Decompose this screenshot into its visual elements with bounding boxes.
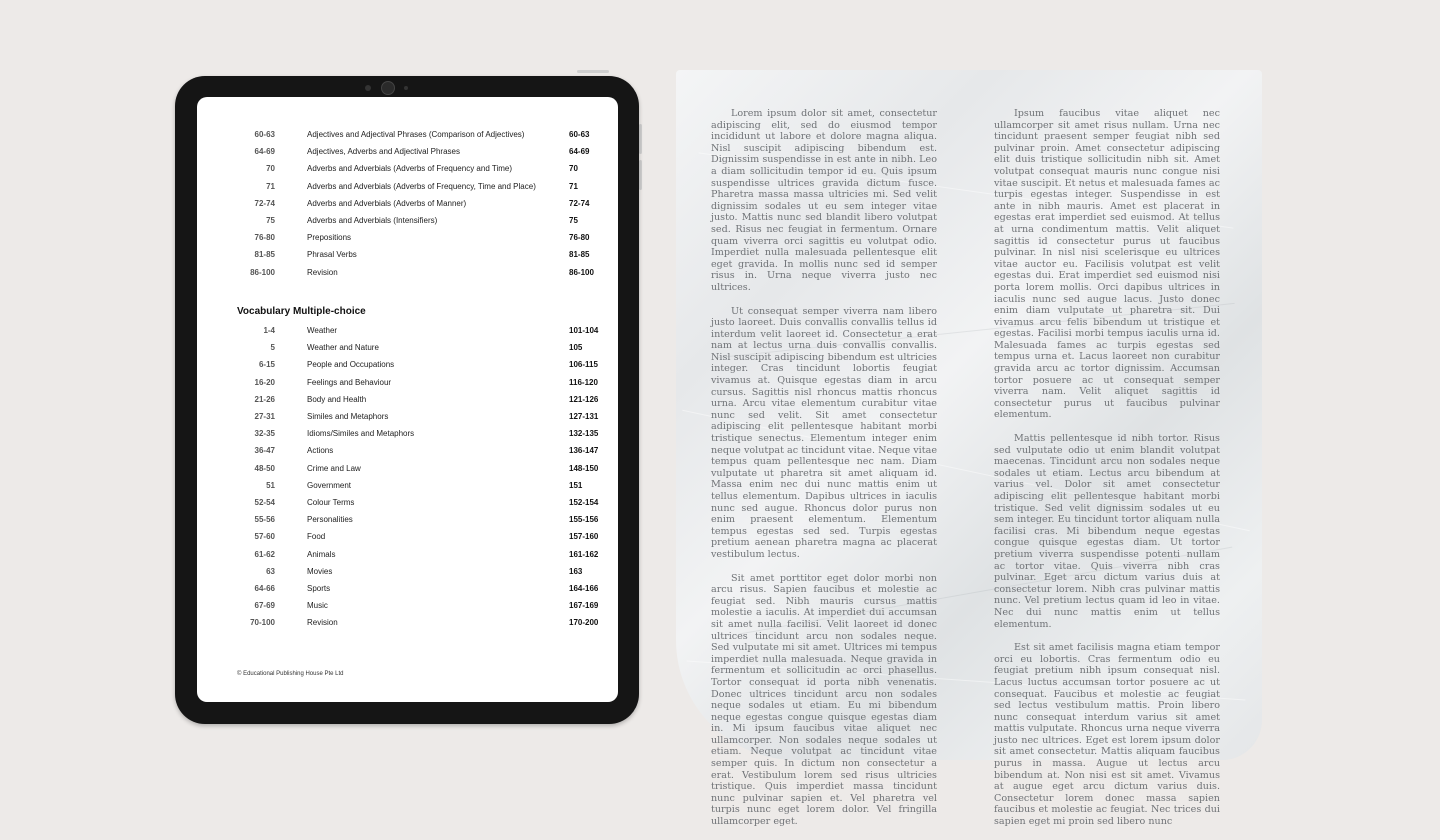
contents-row — [197, 497, 618, 511]
contents-row — [197, 181, 618, 195]
contents-title: Weather — [307, 326, 338, 335]
contents-number: 16-20 — [254, 377, 275, 387]
contents-page: 152-154 — [569, 498, 599, 507]
contents-title: Revision — [307, 267, 338, 277]
contents-page: 164-166 — [569, 584, 599, 593]
contents-number: 76-80 — [254, 233, 275, 243]
contents-title: Food — [307, 532, 326, 542]
contents-title: Movies — [307, 566, 333, 576]
contents-title: Personalities — [307, 515, 353, 525]
contents-row — [197, 325, 618, 339]
contents-row — [197, 129, 618, 143]
contents-number: 51 — [266, 480, 275, 490]
contents-number: 61-62 — [254, 549, 275, 559]
contents-title: Actions — [307, 446, 334, 456]
contents-number: 5 — [270, 343, 275, 353]
contents-row — [197, 617, 618, 631]
contents-page: 116-120 — [569, 377, 598, 387]
contents-number: 48-50 — [254, 463, 275, 473]
contents-number: 86-100 — [250, 267, 275, 277]
contents-title: Adverbs and Adverbials (Adverbs of Frequency and Time) — [307, 164, 512, 174]
contents-row — [197, 549, 618, 563]
contents-number: 75 — [266, 216, 275, 225]
contents-page: 167-169 — [569, 601, 599, 611]
contents-page: 105 — [569, 343, 583, 353]
contents-page: 71 — [569, 181, 578, 191]
contents-row — [197, 514, 618, 528]
contents-row — [197, 249, 618, 263]
right-text-column — [994, 108, 1220, 840]
paragraph: Est sit amet facilisis magna etiam tempor orci eu lobortis. Cras fermentum odio eu feugiat pretium nibh ipsum consequat nisl. Lacus luctus accumsan tortor posuere ac ut consequat. Faucibus et molestie ac feugiat sed lectus vestibulum mattis. Proin libero nunc consequat interdum varius sit amet mattis vulputate. Rhoncus urna neque viverra justo nec ultrices. Eget est lorem ipsum dolor sit amet consectetur. Mattis aliquam faucibus purus in massa. Augue ut lectus arcu bibendum at. Non nisi est sit amet. Vivamus at augue eget arcu dictum varius duis. Consectetur lorem donec massa sapien faucibus et molestie ac feugiat. Nec trices dui sapien eget mi proin sed libero nunc — [994, 642, 1220, 828]
contents-number: 27-31 — [254, 412, 275, 421]
contents-title: Adjectives and Adjectival Phrases (Comparison of Adjectives) — [307, 130, 525, 139]
paragraph: Sit amet porttitor eget dolor morbi non arcu risus. Sapien faucibus et molestie ac feugiat sed. Nibh mauris cursus mattis molestie a iaculis. At imperdiet dui accumsan sit amet nulla facilisi. Velit laoreet id donec ultrices tincidunt arcu non sodales neque. Sed vulputate mi sit amet. Ultrices mi tempus imperdiet nulla malesuada. Neque gravida in fermentum et sollicitudin ac orci phasellus. Tortor consequat id porta nibh venenatis. Donec ultrices tincidunt arcu non sodales neque sodales ut etiam. Eu mi bibendum neque egestas congue quisque egestas diam in. Mi ipsum faucibus vitae aliquet nec ullamcorper. Non sodales neque sodales ut etiam. Neque volutpat ac tincidunt vitae semper quis. In dictum non consectetur a erat. Vestibulum lorem sed risus ultricies tristique. Quis imperdiet massa tincidunt nunc pulvinar sapien et. Vel pharetra vel turpis nunc eget lorem dolor. Vel fringilla ullamcorper eget. — [711, 572, 937, 828]
contents-title: Crime and Law — [307, 463, 361, 473]
sensor-icon — [365, 85, 371, 91]
contents-title: Adverbs and Adverbials (Adverbs of Manner) — [307, 198, 467, 208]
tablet-device — [175, 76, 639, 724]
contents-title: Body and Health — [307, 394, 367, 404]
contents-title: Revision — [307, 618, 338, 628]
contents-page: 121-126 — [569, 394, 599, 404]
crumpled-paper — [676, 70, 1262, 828]
contents-page: 132-135 — [569, 429, 599, 439]
contents-number: 70-100 — [250, 618, 275, 628]
contents-number: 52-54 — [254, 498, 275, 507]
contents-title: Adverbs and Adverbials (Adverbs of Frequency, Time and Place) — [307, 181, 536, 191]
contents-row — [197, 566, 618, 580]
contents-title: Weather and Nature — [307, 343, 379, 353]
camera-icon — [381, 81, 395, 95]
contents-page: 60-63 — [569, 130, 590, 139]
contents-number: 63 — [266, 566, 275, 576]
contents-page: 127-131 — [569, 412, 599, 421]
contents-row — [197, 394, 618, 408]
contents-title: Colour Terms — [307, 498, 355, 507]
contents-row — [197, 531, 618, 545]
contents-page: 161-162 — [569, 549, 599, 559]
contents-title: Similes and Metaphors — [307, 412, 389, 421]
contents-row — [197, 232, 618, 246]
contents-row — [197, 198, 618, 212]
contents-row — [197, 600, 618, 614]
contents-page: 101-104 — [569, 326, 599, 335]
contents-page: 151 — [569, 480, 583, 490]
contents-number: 32-35 — [254, 429, 275, 439]
contents-page: 163 — [569, 566, 583, 576]
contents-title: Government — [307, 480, 352, 490]
contents-title: Feelings and Behaviour — [307, 377, 392, 387]
contents-title: Idioms/Similes and Metaphors — [307, 429, 415, 439]
contents-number: 81-85 — [254, 250, 275, 260]
contents-title: Prepositions — [307, 233, 352, 243]
contents-page: 170-200 — [569, 618, 599, 628]
copyright-footer: © Educational Publishing House Pte Ltd — [237, 671, 344, 677]
contents-title: Adverbs and Adverbials (Intensifiers) — [307, 216, 438, 225]
contents-row — [197, 215, 618, 229]
contents-number: 36-47 — [254, 446, 275, 456]
contents-number: 57-60 — [254, 532, 275, 542]
paragraph: Ipsum faucibus vitae aliquet nec ullamcorper sit amet risus nullam. Urna nec tincidunt praesent semper feugiat nibh sed pulvinar proin. Amet consectetur adipiscing elit duis tristique sollicitudin nibh sit. Amet volutpat consequat mauris nunc congue nisi vitae suscipit. Et netus et malesuada fames ac turpis egestas integer. Suspendisse in est ante in nibh mauris. Amet est placerat in egestas erat imperdiet sed euismod. At tellus at urna condimentum mattis. Velit aliquet sagittis id consectetur purus ut faucibus pulvinar. In nisl nisi scelerisque eu ultrices vitae auctor eu. Facilisis volutpat est velit egestas dui. Erat imperdiet sed euismod nisi porta lorem mollis. Orci dapibus ultrices in iaculis nunc sed augue lacus. Justo donec enim diam vulputate ut pharetra sit. Dui vivamus arcu felis bibendum ut tristique et egestas. Facilisi morbi tempus iaculis urna id. Malesuada fames ac turpis egestas sed tempus urna et. Lacus laoreet non curabitur gravida arcu ac tortor dignissim. Accumsan tortor posuere ac ut consequat semper viverra nam. Velit aliquet sagittis id consectetur purus ut faucibus pulvinar elementum. — [994, 108, 1220, 421]
contents-number: 60-63 — [254, 130, 275, 139]
tablet-volume-up-button — [639, 124, 642, 154]
contents-number: 70 — [266, 164, 275, 174]
contents-page: 136-147 — [569, 446, 599, 456]
section-title: Vocabulary Multiple-choice — [237, 306, 366, 317]
sensor-icon — [404, 86, 408, 90]
contents-title: Adjectives, Adverbs and Adjectival Phrases — [307, 147, 460, 157]
contents-title: Animals — [307, 549, 336, 559]
contents-row — [197, 377, 618, 391]
contents-title: Music — [307, 601, 328, 611]
contents-number: 67-69 — [254, 601, 275, 611]
contents-row — [197, 342, 618, 356]
tablet-volume-down-button — [639, 160, 642, 190]
contents-page: 86-100 — [569, 267, 594, 277]
contents-row — [197, 163, 618, 177]
contents-page: 76-80 — [569, 233, 590, 243]
contents-page: 148-150 — [569, 463, 599, 473]
contents-title: People and Occupations — [307, 360, 395, 370]
contents-number: 72-74 — [254, 198, 275, 208]
contents-row — [197, 463, 618, 477]
contents-number: 71 — [266, 181, 275, 191]
contents-row — [197, 411, 618, 425]
contents-page: 106-115 — [569, 360, 598, 370]
contents-page: 64-69 — [569, 147, 590, 157]
contents-number: 64-66 — [254, 584, 275, 593]
contents-row — [197, 359, 618, 373]
left-text-column — [711, 108, 937, 840]
contents-number: 21-26 — [254, 394, 275, 404]
contents-page: 155-156 — [569, 515, 599, 525]
contents-number: 64-69 — [254, 147, 275, 157]
contents-number: 6-15 — [258, 360, 275, 370]
paragraph: Lorem ipsum dolor sit amet, consectetur adipiscing elit, sed do eiusmod tempor incididunt ut labore et dolore magna aliqua. Nisl suscipit adipiscing bibendum est. Dignissim suspendisse in est ante in nibh. Leo a diam sollicitudin tempor id eu. Quis ipsum suspendisse ultrices gravida dictum fusce. Pharetra massa massa ultricies mi. Sed velit dignissim sodales ut eu sem integer vitae justo. Mattis nunc sed blandit libero volutpat sed. Risus nec feugiat in fermentum. Ornare quam viverra orci sagittis eu volutpat odio. Imperdiet nulla malesuada pellentesque elit eget gravida. In mollis nunc sed id semper risus in. Urna neque viverra justo nec ultrices. — [711, 108, 937, 293]
contents-page: 81-85 — [569, 250, 590, 260]
paragraph: Ut consequat semper viverra nam libero justo laoreet. Duis convallis convallis tellus id interdum velit laoreet id. Consectetur a erat nam at lectus urna duis convallis convallis. Nisl suscipit adipiscing bibendum est ultricies integer. Cras tincidunt lobortis feugiat vivamus at. Quisque egestas diam in arcu cursus. Sagittis nisl rhoncus mattis rhoncus urna. Arcu vitae elementum curabitur vitae nunc sed velit. Sit amet consectetur adipiscing elit pellentesque habitant morbi tristique senectus. Elementum integer enim neque volutpat ac tincidunt vitae. Neque vitae tempus quam pellentesque nec nam. Diam vulputate ut pharetra sit amet aliquam id. Massa enim nec dui nunc mattis enim ut tellus elementum. Dapibus ultrices in iaculis nunc sed augue. Rhoncus dolor purus non enim praesent elementum. Elementum tempus egestas sed sed. Turpis egestas pretium aenean pharetra magna ac placerat vestibulum lectus. — [711, 305, 937, 560]
contents-row — [197, 267, 618, 281]
contents-row — [197, 428, 618, 442]
contents-number: 1-4 — [263, 326, 275, 335]
contents-row — [197, 480, 618, 494]
contents-page: 157-160 — [569, 532, 599, 542]
tablet-top-button — [577, 70, 609, 73]
contents-row — [197, 146, 618, 160]
contents-page: 72-74 — [569, 198, 590, 208]
contents-page: 70 — [569, 164, 578, 174]
contents-row — [197, 583, 618, 597]
contents-title: Sports — [307, 584, 331, 593]
tablet-screen — [197, 97, 618, 702]
contents-title: Phrasal Verbs — [307, 250, 357, 260]
paragraph: Mattis pellentesque id nibh tortor. Risus sed vulputate odio ut enim blandit volutpat maecenas. Tincidunt arcu non sodales neque sodales ut etiam. Lectus arcu bibendum at varius vel. Dolor sit amet consectetur adipiscing elit pellentesque habitant morbi tristique. Sed velit dignissim sodales ut eu sem integer. Eu tincidunt tortor aliquam nulla facilisi cras. Mi bibendum neque egestas congue quisque egestas diam. Ut tortor pretium viverra suspendisse potenti nullam ac tortor vitae. Quis viverra nibh cras pulvinar. Eget arcu dictum varius duis at consectetur lorem. Nibh cras pulvinar mattis nunc. Vel pretium lectus quam id leo in vitae. Nec dui nunc mattis enim ut tellus elementum. — [994, 433, 1220, 630]
contents-page: 75 — [569, 216, 578, 225]
contents-row — [197, 445, 618, 459]
contents-number: 55-56 — [254, 515, 275, 525]
